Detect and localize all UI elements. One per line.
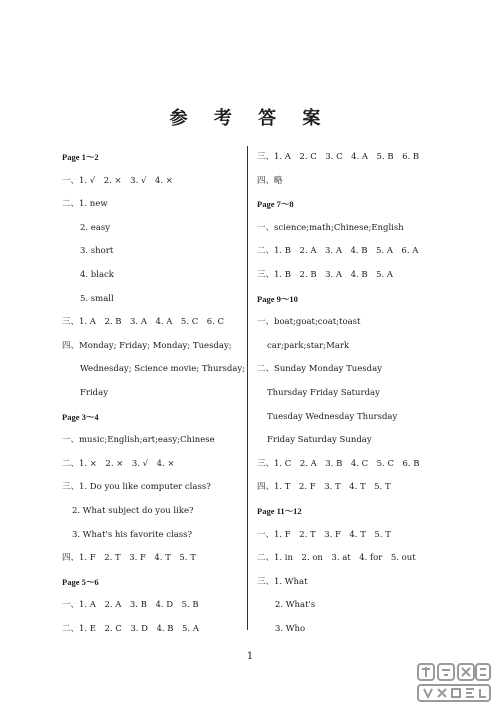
answer-line: 5. small xyxy=(80,293,114,304)
answer-column-right xyxy=(257,146,457,641)
watermark-logo-icon xyxy=(414,661,494,705)
answer-line: 2. What subject do you like? xyxy=(72,505,194,516)
answer-line: 一、science;math;Chinese;English xyxy=(257,222,404,233)
answer-line: 3. What's his favorite class? xyxy=(72,529,193,540)
answer-line: 二、Sunday Monday Tuesday xyxy=(257,364,382,375)
answer-line: 四、1. F 2. T 3. F 4. T 5. T xyxy=(62,553,196,564)
answer-line: 三、1. A 2. B 3. A 4. A 5. C 6. C xyxy=(62,317,225,328)
answer-line: 一、1. A 2. A 3. B 4. D 5. B xyxy=(62,600,199,611)
answer-line: 二、1. E 2. C 3. D 4. B 5. A xyxy=(62,623,199,634)
section-heading: Page 7～8 xyxy=(257,199,294,210)
answer-line: 三、1. Do you like computer class? xyxy=(62,482,211,493)
answer-line: 二、1. new xyxy=(62,199,108,210)
section-heading: Page 5～6 xyxy=(62,576,99,587)
answer-line: 三、1. B 2. B 3. A 4. B 5. A xyxy=(257,269,394,280)
page-title: 参 考 答 案 xyxy=(169,108,331,129)
section-heading: Page 1～2 xyxy=(62,152,99,162)
answer-line: 一、boat;goat;coat;toast xyxy=(257,317,361,328)
answer-line: 二、1. in 2. on 3. at 4. for 5. out xyxy=(257,553,416,564)
answer-line: 2. easy xyxy=(80,222,111,233)
answer-line: 三、1. What xyxy=(257,576,308,587)
section-heading: Page 11～12 xyxy=(257,505,302,516)
answer-line: 三、1. C 2. A 3. B 4. C 5. C 6. B xyxy=(257,458,420,469)
answer-line: Friday Saturday Sunday xyxy=(267,435,372,446)
answer-line: 四、Monday; Friday; Monday; Tuesday; xyxy=(62,340,232,351)
answer-line: Thursday Friday Saturday xyxy=(267,387,380,398)
answer-line: 一、1. F 2. T 3. F 4. T 5. T xyxy=(257,529,391,540)
answer-line: 二、1. × 2. × 3. √ 4. × xyxy=(62,458,175,469)
section-heading: Page 3～4 xyxy=(62,411,99,422)
answer-line: Tuesday Wednesday Thursday xyxy=(267,411,398,422)
answer-line: 二、1. B 2. A 3. A 4. B 5. A 6. A xyxy=(257,246,419,257)
answer-line: car;park;star;Mark xyxy=(267,340,350,351)
column-divider xyxy=(247,146,248,630)
answer-line: 四、略 xyxy=(257,175,283,186)
answer-line: Friday xyxy=(80,387,108,398)
answer-line: 三、1. A 2. C 3. C 4. A 5. B 6. B xyxy=(257,152,420,162)
section-heading: Page 9～10 xyxy=(257,293,298,304)
page-number: 1 xyxy=(246,651,254,662)
answer-line: 4. black xyxy=(80,269,114,280)
answer-column-left xyxy=(62,146,246,641)
answer-line: 一、1. √ 2. × 3. √ 4. × xyxy=(62,175,173,186)
answer-line: 3. Who xyxy=(275,623,306,634)
answer-line: 2. What's xyxy=(275,600,316,611)
answer-line: 四、1. T 2. F 3. T 4. T 5. T xyxy=(257,482,391,493)
answer-line: 3. short xyxy=(80,246,114,257)
answer-line: Wednesday; Science movie; Thursday; xyxy=(80,364,246,375)
answer-line: 一、music;English;art;easy;Chinese xyxy=(62,435,215,446)
